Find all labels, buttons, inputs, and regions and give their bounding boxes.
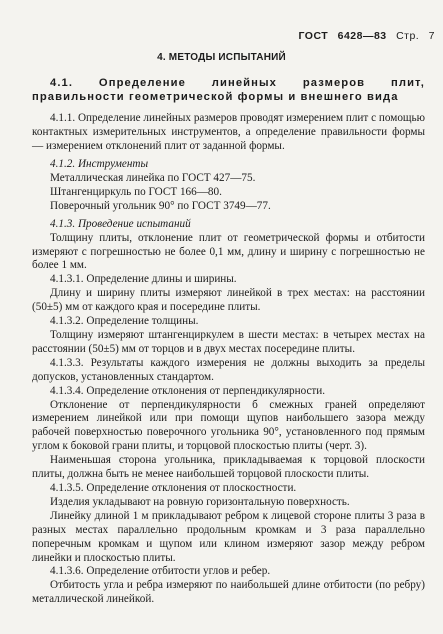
paragraph-flatness-2: Линейку длиной 1 м прикладывают ребром к лицевой стороне плиты 3 раза в разных местах параллельно продольным кромкам и 3 раза параллельно поперечным кромкам и щупом или клином измеряют зазор между ребром линейки и плоскостью плиты. [32,509,425,564]
paragraph-4-1-3-1: 4.1.3.1. Определение длины и ширины. [50,273,237,286]
page-number: 7 [428,30,435,42]
paragraph-flatness-1: Изделия укладывают на ровную горизонтальную поверхность. [50,495,350,508]
paragraph-4-1-3-3: 4.1.3.3. Результаты каждого измерения не должны выходить за пределы допусков, установленных стандартом. [32,356,425,383]
paragraph-4-1-3-2: 4.1.3.2. Определение толщины. [50,315,199,328]
page-header [292,30,435,42]
paragraph-4-1-3-5: 4.1.3.5. Определение отклонения от плоскостности. [50,481,297,494]
page-label: Стр. [396,30,420,42]
paragraph-perpendicularity: Отклонение от перпендикулярности б смежных граней определяют измерением линейкой или при помощи щупов наибольшего зазора между рабочей поверхностью поверочного угольника 90°, установленного под прямым углом к боковой грани плиты, и торцовой плоскостью плиты (черт. 3). [32,398,425,453]
standard-prefix: ГОСТ [298,30,329,42]
heading-4-1-2: 4.1.2. Инструменты [50,158,149,171]
paragraph-length: Длину и ширину плиты измеряют линейкой в трех местах: на расстоянии (50±5) мм от каждого края и посередине плиты. [32,287,425,314]
tool-item: Поверочный угольник 90° по ГОСТ 3749—77. [50,199,271,212]
paragraph-chipping: Отбитость угла и ребра измеряют по наибольшей длине отбитости (по ребру) металлической линейкой. [32,579,425,606]
paragraph-thickness: Толщину плиты, отклонение плит от геометрической формы и отбитости измеряют с погрешностью не более 0,1 мм, длину и ширину с погрешностью не более 1 мм. [32,231,425,272]
paragraph-4-1-3-6: 4.1.3.6. Определение отбитости углов и ребер. [50,565,271,578]
heading-4-1 [32,76,425,104]
tool-item: Металлическая линейка по ГОСТ 427—75. [50,172,256,185]
heading-4-1-3: 4.1.3. Проведение испытаний [50,217,191,230]
paragraph-4-1-3-4: 4.1.3.4. Определение отклонения от перпендикулярности. [50,384,326,397]
heading-4-1-text: 4.1. Определение линейных размеров плит, правильности геометрической формы и внешнего вида [32,77,425,104]
document-body [32,76,425,607]
section-title: 4. МЕТОДЫ ИСПЫТАНИЙ [157,52,286,63]
paragraph-4-1-1: 4.1.1. Определение линейных размеров проводят измерением плит с помощью контактных измерительных инструментов, а определение правильности формы — измерением отклонений плит от заданной формы. [32,112,425,153]
standard-number: 6428—83 [337,30,387,42]
paragraph-square-side: Наименьшая сторона угольника, прикладываемая к торцовой плоскости плиты, должна быть не менее наибольшей торцовой плоскости плиты. [32,454,425,481]
tool-item: Штангенциркуль по ГОСТ 166—80. [50,185,222,198]
paragraph-thickness-measure: Толщину измеряют штангенциркулем в шести местах: в четырех местах на расстоянии (50±5) мм от торцов и в двух местах посередине плиты. [32,329,425,355]
